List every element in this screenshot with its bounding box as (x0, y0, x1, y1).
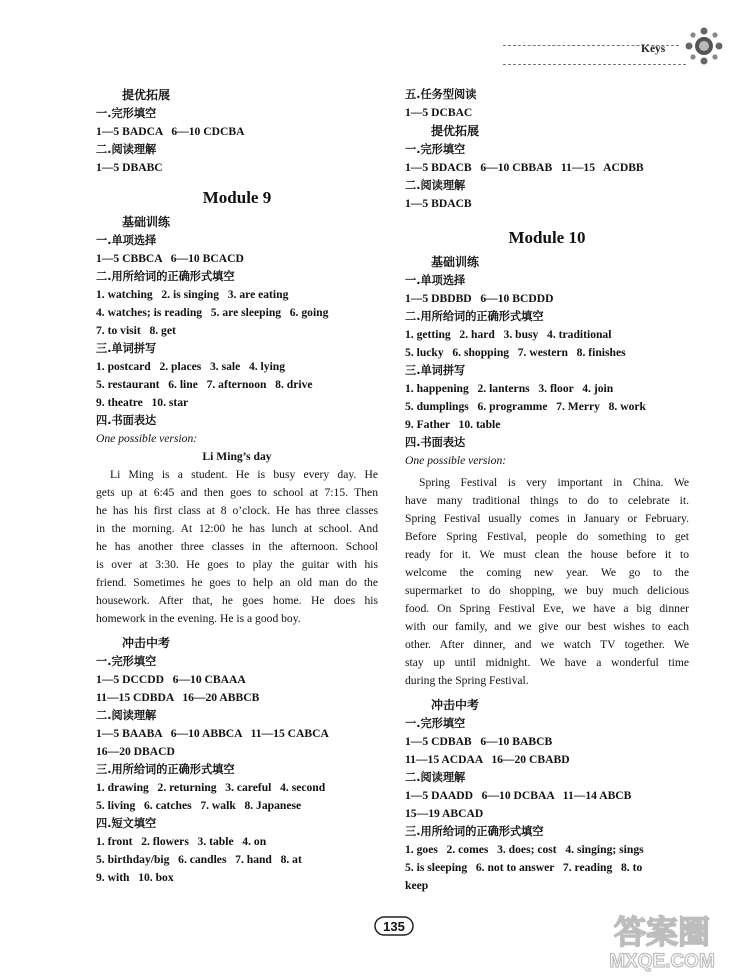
answer-line: 1—5 BADCA 6—10 CDCBA (96, 125, 245, 138)
subsection-label: 一.完形填空 (96, 655, 157, 668)
essay-line: ready for it. We must clean the house before it to (405, 548, 689, 561)
module-10-title: Module 10 (508, 228, 586, 247)
essay-line: in the morning. At 12:00 he has lunch at school. And (96, 522, 378, 535)
subsection-label: 三.用所给词的正确形式填空 (405, 825, 544, 838)
left-column (96, 86, 378, 887)
answer-line: 1—5 CDBAB 6—10 BABCB (405, 735, 553, 748)
answer-line: 1—5 DCCDD 6—10 CBAAA (96, 673, 246, 686)
subsection-label: 五.任务型阅读 (405, 88, 477, 101)
subsection-label: 三.单词拼写 (405, 364, 466, 377)
answer-line: 1—5 DAADD 6—10 DCBAA 11—14 ABCB (405, 789, 632, 802)
answer-line: 4. watches; is reading 5. are sleeping 6. going (96, 306, 329, 319)
section-title: 冲击中考 (431, 698, 480, 712)
answer-line: 5. is sleeping 6. not to answer 7. reading 8. to (405, 861, 643, 874)
essay-line: housework. After that, he goes home. He does his (96, 594, 378, 607)
subsection-label: 二.阅读理解 (405, 771, 466, 784)
subsection-label: 四.短文填空 (96, 817, 157, 830)
essay-line: is over at 3:30. He goes to play the guitar with his (96, 558, 378, 571)
essay-line: food. On Spring Festival Eve, we have a big dinner (405, 602, 689, 615)
version-label: One possible version: (405, 454, 507, 467)
essay-line: other. After dinner, and we watch TV together. We (405, 638, 689, 651)
subsection-label: 二.阅读理解 (96, 143, 157, 156)
subsection-label: 二.阅读理解 (405, 179, 466, 192)
watermark-logo (582, 907, 742, 973)
section-title: 提优拓展 (122, 88, 171, 102)
answer-line: 1. drawing 2. returning 3. careful 4. second (96, 781, 326, 794)
answer-line: 1. goes 2. comes 3. does; cost 4. singing; sings (405, 843, 644, 856)
section-title: 基础训练 (431, 255, 480, 269)
essay-line: homework in the evening. He is a good boy. (96, 612, 301, 625)
page-number: 135 (383, 919, 405, 934)
section-title: 冲击中考 (122, 636, 171, 650)
essay-body (405, 474, 689, 690)
subsection-label: 二.用所给词的正确形式填空 (405, 310, 544, 323)
subsection-label: 三.用所给词的正确形式填空 (96, 763, 235, 776)
essay-line: Spring Festival is very important in China. We (419, 476, 689, 489)
subsection-label: 三.单词拼写 (96, 342, 157, 355)
essay-line: Li Ming is a student. He is busy every day. He (110, 468, 378, 481)
answer-line: 5. lucky 6. shopping 7. western 8. finishes (405, 346, 626, 359)
essay-line: he has his first class at 8 o’clock. He has three classes (96, 504, 378, 517)
subsection-label: 四.书面表达 (96, 414, 157, 427)
answer-line: keep (405, 879, 429, 892)
essay-line: with our family, and we give our best wishes to each (405, 620, 689, 633)
watermark-main: 答案圈 (613, 913, 711, 951)
answer-line: 1—5 BDACB (405, 197, 472, 210)
answer-line: 1. postcard 2. places 3. sale 4. lying (96, 360, 286, 373)
essay-line: welcome the coming new year. We go to the (405, 566, 689, 579)
right-column (405, 86, 689, 895)
answer-line: 5. restaurant 6. line 7. afternoon 8. drive (96, 378, 313, 391)
answer-line: 15—19 ABCAD (405, 807, 484, 820)
answer-line: 1. happening 2. lanterns 3. floor 4. join (405, 382, 614, 395)
header-rule-bottom (503, 64, 686, 65)
subsection-label: 二.阅读理解 (96, 709, 157, 722)
answer-line: 1. watching 2. is singing 3. are eating (96, 288, 289, 301)
essay-body (96, 466, 378, 628)
answer-line: 11—15 ACDAA 16—20 CBABD (405, 753, 570, 766)
essay-line: have many traditional things to do to celebrate it. (405, 494, 689, 507)
answer-line: 9. with 10. box (96, 871, 174, 884)
subsection-label: 一.完形填空 (405, 143, 466, 156)
version-label: One possible version: (96, 432, 198, 445)
subsection-label: 二.用所给词的正确形式填空 (96, 270, 235, 283)
subsection-label: 一.完形填空 (405, 717, 466, 730)
module-9-title: Module 9 (202, 188, 272, 207)
subsection-label: 一.完形填空 (96, 107, 157, 120)
essay-line: friend. Sometimes he goes to help an old man do the (96, 576, 378, 589)
answer-line: 1. getting 2. hard 3. busy 4. traditional (405, 328, 612, 341)
answer-line: 7. to visit 8. get (96, 324, 176, 337)
answer-line: 5. birthday/big 6. candles 7. hand 8. at (96, 853, 302, 866)
subsection-label: 一.单项选择 (96, 234, 157, 247)
essay-line: he has another three classes in the afternoon. School (96, 540, 378, 553)
watermark-site: MXQE.COM (609, 951, 715, 972)
answer-line: 1—5 DBDBD 6—10 BCDDD (405, 292, 554, 305)
answer-line: 1—5 DCBAC (405, 106, 473, 119)
answer-line: 16—20 DBACD (96, 745, 175, 758)
essay-line: during the Spring Festival. (405, 674, 529, 687)
answer-line: 9. theatre 10. star (96, 396, 189, 409)
essay-line: gets up at 6:45 and then goes to school at 7:15. Then (96, 486, 378, 499)
answer-line: 5. dumplings 6. programme 7. Merry 8. work (405, 400, 646, 413)
answer-line: 1—5 CBBCA 6—10 BCACD (96, 252, 244, 265)
essay-line: Spring Festival usually comes in January or February. (405, 512, 689, 525)
ornament-icon (682, 26, 726, 66)
answer-line: 1—5 BDACB 6—10 CBBAB 11—15 ACDBB (405, 161, 644, 174)
essay-line: Before Spring Festival, people do something to get (405, 530, 689, 543)
answer-line: 9. Father 10. table (405, 418, 501, 431)
page-number-badge (374, 915, 414, 937)
answer-line: 1—5 DBABC (96, 161, 163, 174)
section-title: 基础训练 (122, 215, 171, 229)
section-title: 提优拓展 (431, 124, 480, 138)
subsection-label: 四.书面表达 (405, 436, 466, 449)
answer-line: 11—15 CDBDA 16—20 ABBCB (96, 691, 260, 704)
essay-line: stay up until midnight. We have a wonderful time (405, 656, 689, 669)
header-keys-label: Keys (641, 43, 666, 55)
answer-line: 5. living 6. catches 7. walk 8. Japanese (96, 799, 302, 812)
answer-line: 1—5 BAABA 6—10 ABBCA 11—15 CABCA (96, 727, 329, 740)
subsection-label: 一.单项选择 (405, 274, 466, 287)
essay-line: supermarket to do shopping, we buy much delicious (405, 584, 689, 597)
essay-title: Li Ming’s day (202, 450, 272, 463)
answer-line: 1. front 2. flowers 3. table 4. on (96, 835, 267, 848)
